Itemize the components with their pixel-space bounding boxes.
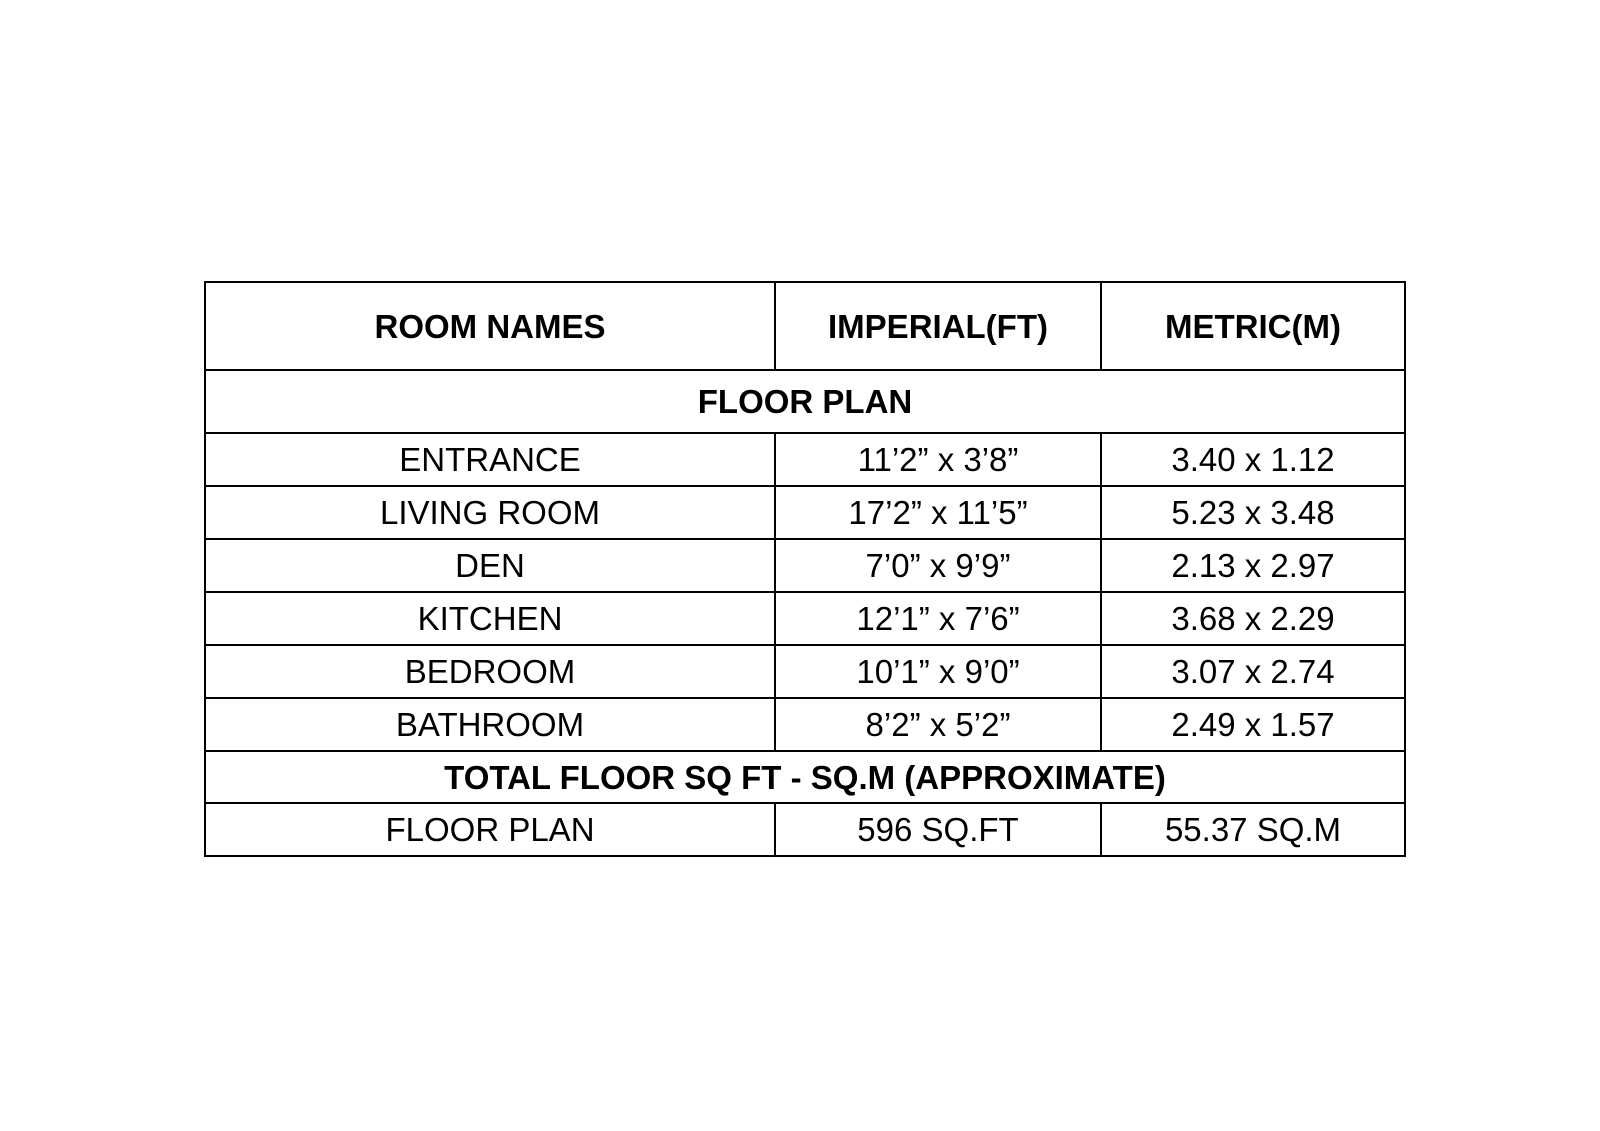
total-title-row <box>205 751 1405 803</box>
imperial-cell: 7’0” x 9’9” <box>775 539 1101 592</box>
imperial-cell: 10’1” x 9’0” <box>775 645 1101 698</box>
metric-cell: 3.40 x 1.12 <box>1101 433 1405 486</box>
room-dimensions-sheet <box>204 281 1404 857</box>
metric-cell: 5.23 x 3.48 <box>1101 486 1405 539</box>
metric-cell: 3.68 x 2.29 <box>1101 592 1405 645</box>
imperial-cell: 8’2” x 5’2” <box>775 698 1101 751</box>
metric-cell: 2.13 x 2.97 <box>1101 539 1405 592</box>
section-row <box>205 370 1405 433</box>
table-row <box>205 592 1405 645</box>
total-imperial-cell: 596 SQ.FT <box>775 803 1101 856</box>
column-header-imperial: IMPERIAL(FT) <box>775 282 1101 370</box>
room-name-cell: BATHROOM <box>205 698 775 751</box>
table-row <box>205 486 1405 539</box>
room-name-cell: BEDROOM <box>205 645 775 698</box>
column-header-metric: METRIC(M) <box>1101 282 1405 370</box>
metric-cell: 2.49 x 1.57 <box>1101 698 1405 751</box>
table-row <box>205 433 1405 486</box>
room-name-cell: LIVING ROOM <box>205 486 775 539</box>
table-row <box>205 645 1405 698</box>
total-metric-cell: 55.37 SQ.M <box>1101 803 1405 856</box>
metric-cell: 3.07 x 2.74 <box>1101 645 1405 698</box>
room-name-cell: DEN <box>205 539 775 592</box>
total-title: TOTAL FLOOR SQ FT - SQ.M (APPROXIMATE) <box>205 751 1405 803</box>
imperial-cell: 11’2” x 3’8” <box>775 433 1101 486</box>
total-room-name-cell: FLOOR PLAN <box>205 803 775 856</box>
column-header-room-names: ROOM NAMES <box>205 282 775 370</box>
room-dimensions-table <box>204 281 1406 857</box>
table-row <box>205 698 1405 751</box>
imperial-cell: 12’1” x 7’6” <box>775 592 1101 645</box>
section-title: FLOOR PLAN <box>205 370 1405 433</box>
total-row <box>205 803 1405 856</box>
table-row <box>205 539 1405 592</box>
imperial-cell: 17’2” x 11’5” <box>775 486 1101 539</box>
room-name-cell: ENTRANCE <box>205 433 775 486</box>
room-name-cell: KITCHEN <box>205 592 775 645</box>
header-row <box>205 282 1405 370</box>
